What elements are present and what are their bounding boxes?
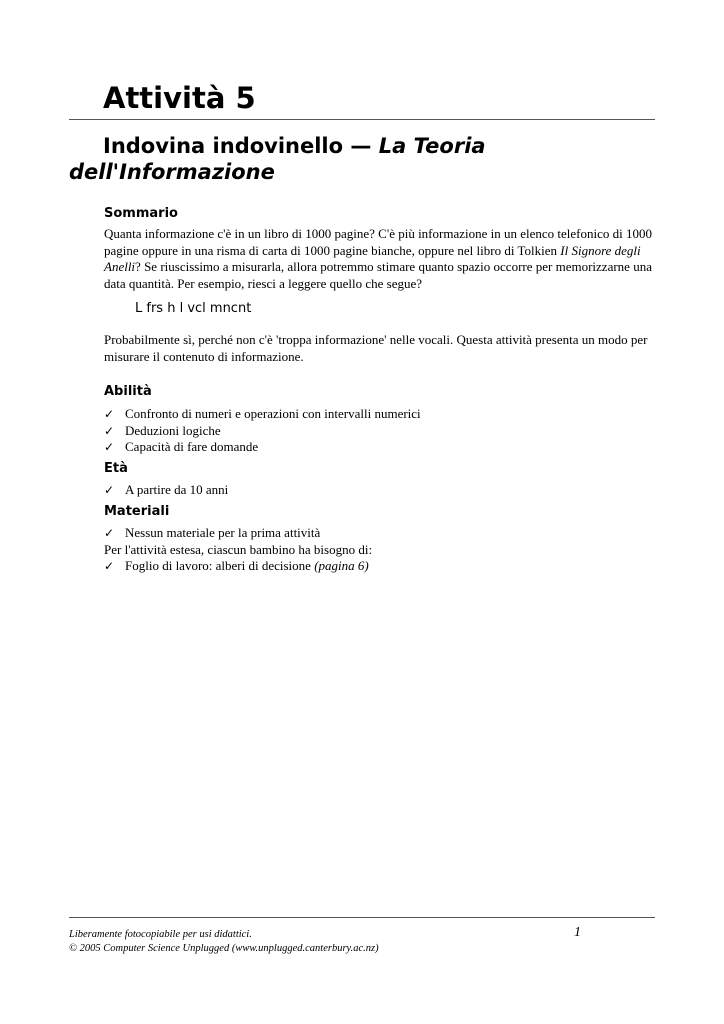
list-item: ✓ Nessun materiale per la prima attività <box>104 525 321 540</box>
extended-intro: Per l'attività estesa, ciascun bambino ha bisogno di: <box>104 541 373 557</box>
chapter-title: Attività 5 <box>103 81 256 115</box>
age-list <box>104 482 654 499</box>
check-icon: ✓ <box>104 440 115 454</box>
list-item: ✓ Confronto di numeri e operazioni con intervalli numerici <box>104 406 421 421</box>
footer-copyright: © 2005 Computer Science Unplugged (www.unplugged.canterbury.ac.nz) <box>69 943 379 954</box>
footer-divider <box>69 917 655 918</box>
skills-heading: Abilità <box>104 384 152 399</box>
summary-text-1: Quanta informazione c'è in un libro di 1000 pagine? C'è più informazione in un elenco telefonico di 1000 pagine oppure in una risma di carta di 1000 pagine bianche, oppure nel libro di Tolkien <box>104 226 652 258</box>
materials-heading: Materiali <box>104 504 170 519</box>
age-heading: Età <box>104 461 128 476</box>
title-divider <box>69 119 655 120</box>
list-item: ✓ Capacità di fare domande <box>104 439 259 454</box>
materials-section <box>104 504 654 575</box>
subtitle-main: Indovina indovinello — <box>103 134 379 158</box>
summary-section <box>104 206 654 292</box>
page-reference: (pagina 6) <box>314 558 369 573</box>
activity-subtitle <box>69 133 629 185</box>
page-number: 1 <box>574 925 581 940</box>
summary-conclusion <box>104 332 654 365</box>
list-item: ✓ Foglio di lavoro: alberi di decisione (pagina 6) <box>104 558 369 573</box>
skills-list <box>104 406 654 456</box>
check-icon: ✓ <box>104 559 115 573</box>
skills-section <box>104 384 654 456</box>
summary-paragraph-2: Probabilmente sì, perché non c'è 'troppa informazione' nelle vocali. Questa attività presenta un modo per misurare il contenuto di informazione. <box>104 332 648 364</box>
extended-materials-list <box>104 558 654 575</box>
materials-list <box>104 525 654 542</box>
summary-paragraph <box>104 226 654 292</box>
subtitle-italic-2: dell'Informazione <box>69 160 275 184</box>
summary-text-2: ? Se riuscissimo a misurarla, allora potremmo stimare quanto spazio occorre per memorizzarne una data quantità. Per esempio, riesci a leggere quello che segue? <box>104 259 652 291</box>
footer-license: Liberamente fotocopiabile per usi didattici. <box>69 929 252 940</box>
coded-sentence: L frs h l vcl mncnt <box>135 301 252 316</box>
check-icon: ✓ <box>104 526 115 540</box>
check-icon: ✓ <box>104 423 115 438</box>
summary-heading: Sommario <box>104 206 178 221</box>
check-icon: ✓ <box>104 483 115 497</box>
check-icon: ✓ <box>104 407 115 421</box>
age-section <box>104 461 654 499</box>
list-item: ✓ A partire da 10 anni <box>104 482 229 497</box>
subtitle-italic-1: La Teoria <box>378 134 486 158</box>
book-title: Il Signore degli Anelli <box>104 242 641 274</box>
list-item: ✓ Deduzioni logiche <box>104 422 221 438</box>
